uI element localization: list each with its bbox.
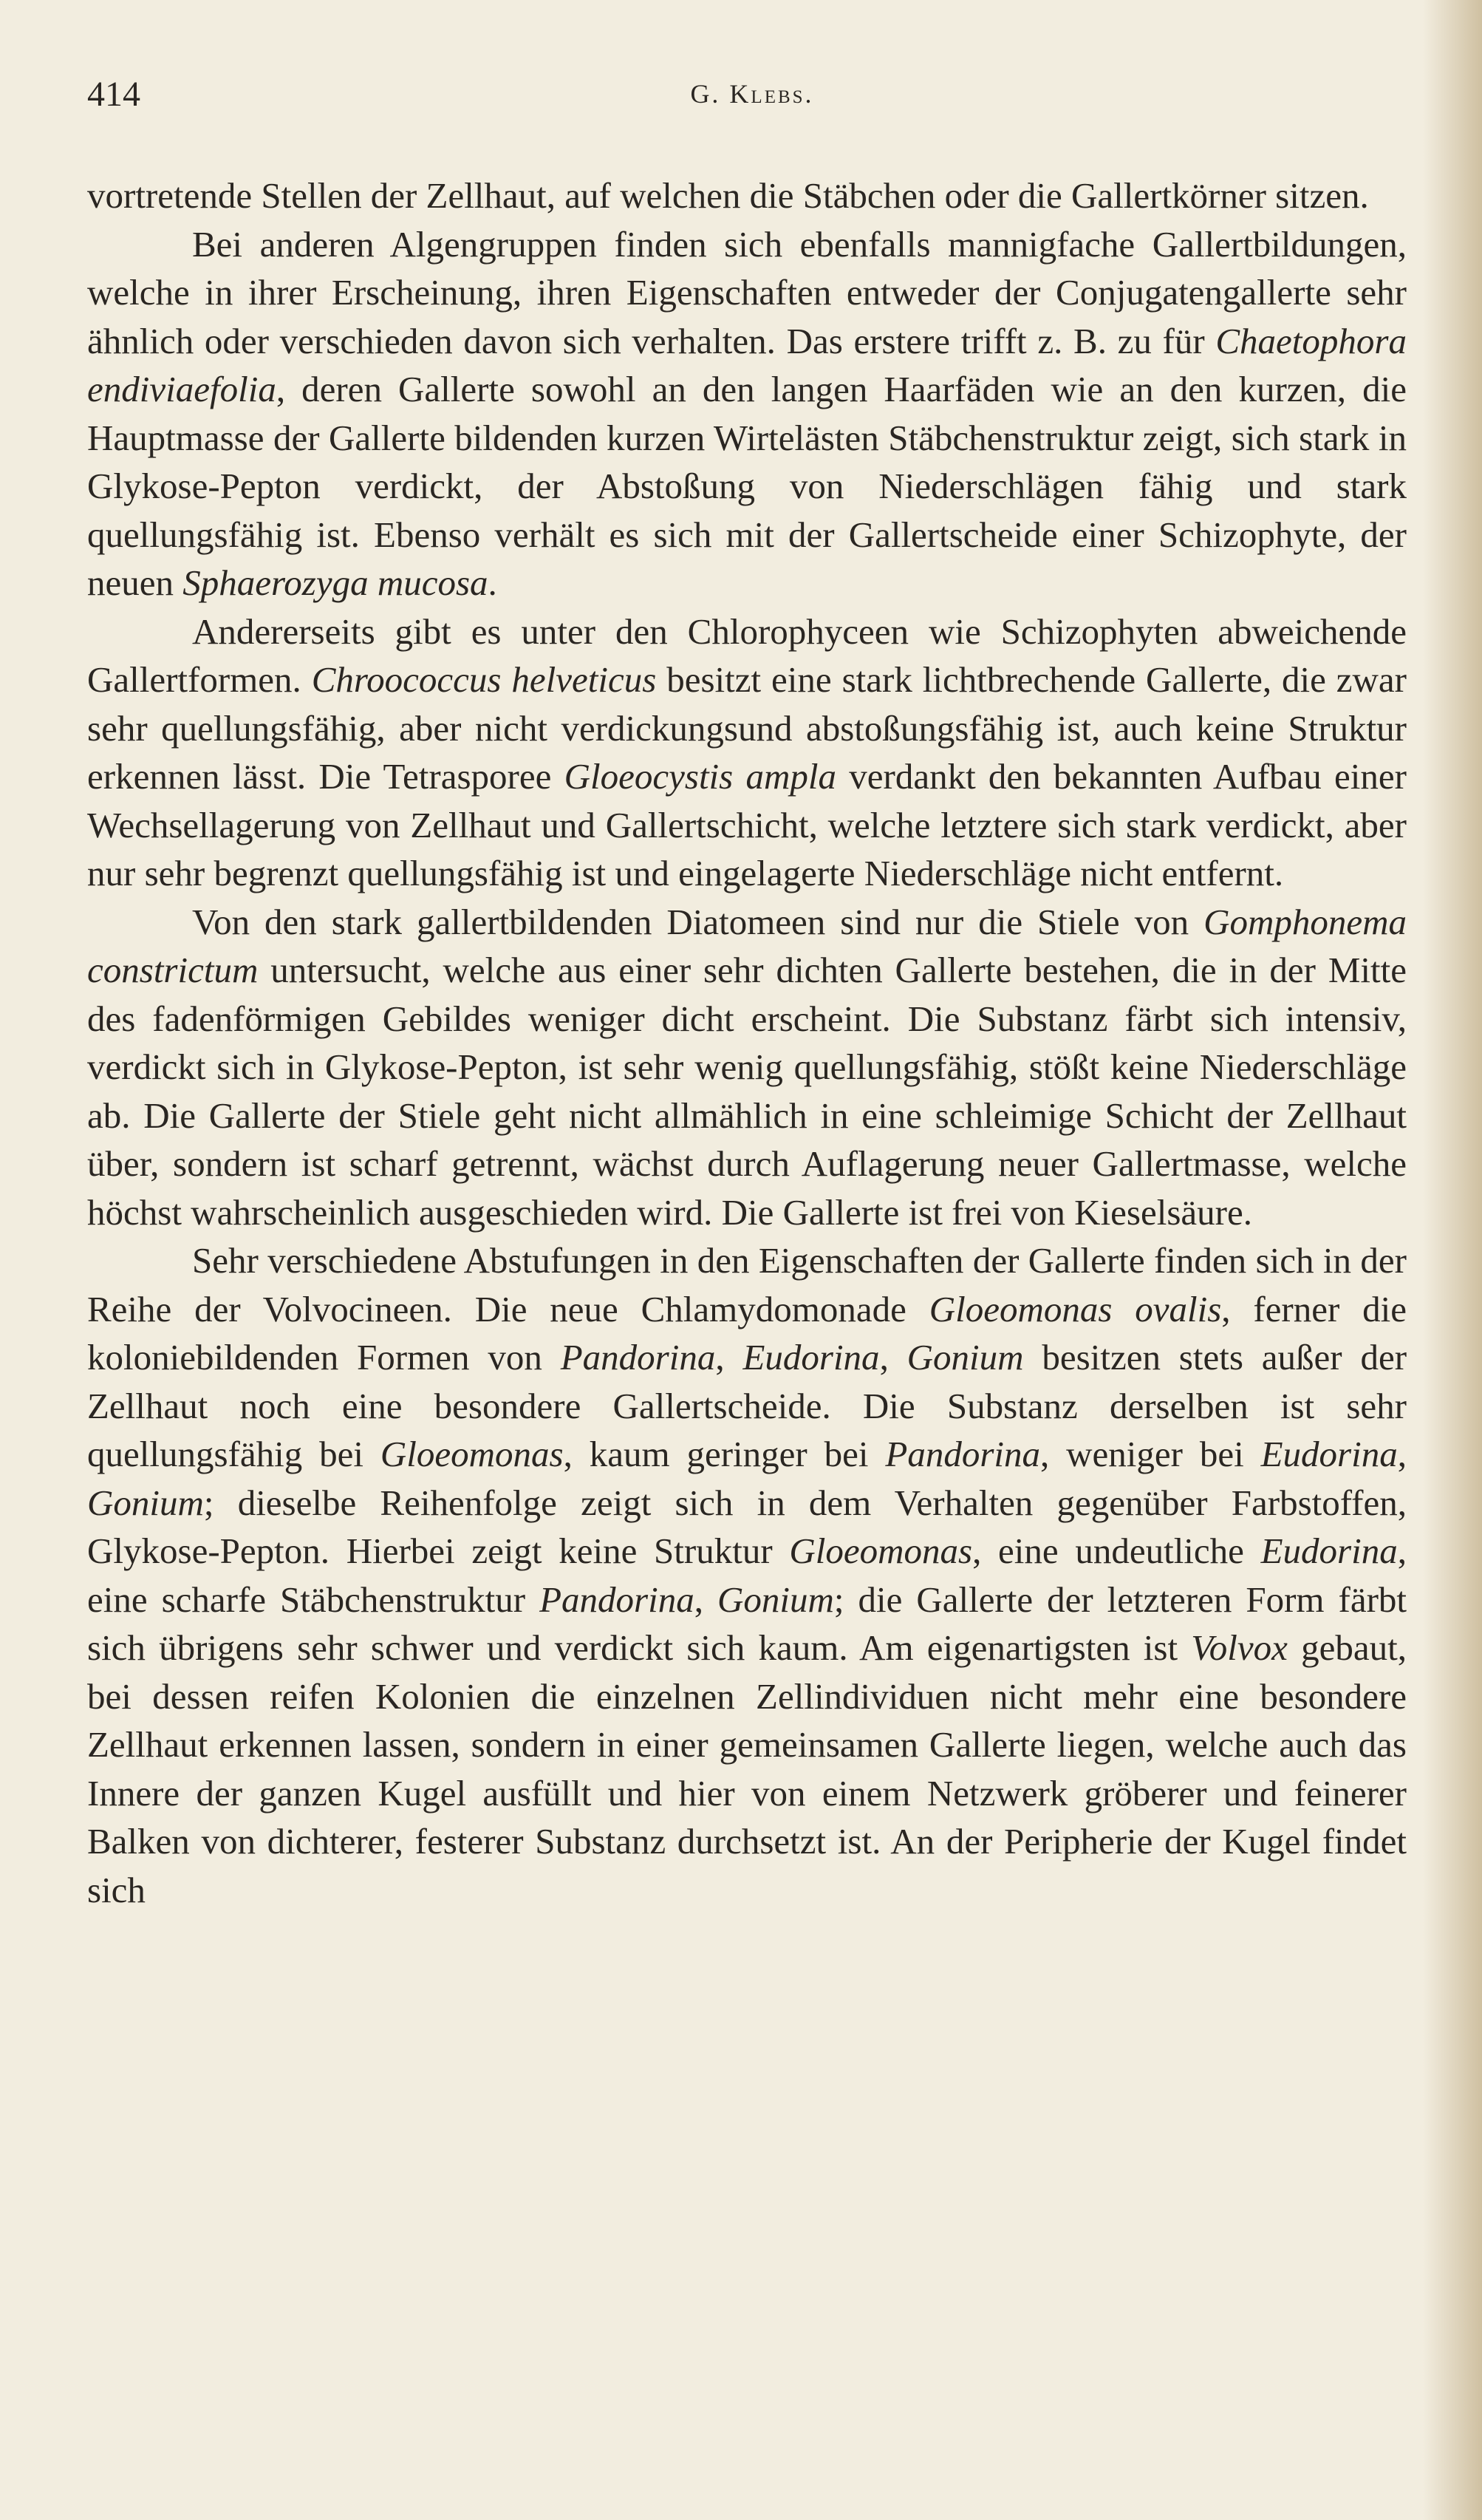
taxon-name: Volvox [1191,1627,1288,1668]
page-header [87,74,1417,126]
running-head: G. Klebs. [690,79,814,109]
text-segment: Andererseits gibt es unter den Chlorophyceen wie Schizophyten abweichende Gallertformen. [87,610,1407,700]
taxon-name: Gloeocystis ampla [564,756,836,797]
text-segment: , [694,1579,717,1620]
text-segment: ; die Gallerte der letzteren Form färbt sich übrigens sehr schwer und verdickt sich kaum. Am eigenartigsten ist [87,1579,1407,1668]
text-segment: ; dieselbe Reihenfolge zeigt sich in dem Verhalten gegenüber Farbstoffen, Glykose-Pepton. Hierbei zeigt keine Struktur [87,1482,1407,1571]
text-segment: . [488,562,497,603]
taxon-name: Pandorina [539,1579,694,1620]
text-segment: , kaum geringer bei [563,1434,886,1474]
taxon-name: Gomphonema constrictum [87,901,1407,990]
text-segment: gebaut, bei dessen reifen Kolonien die einzelnen Zellindividuen nicht mehr eine besondere Zellhaut erkennen lassen, sondern in einer gemeinsamen Gallerte liegen, welche auch das Innere der ganzen Kugel ausfüllt und hier von einem Netzwerk gröberer und feinerer Balken von dichterer, festerer Substanz durchsetzt ist. An der Peripherie der Kugel findet sich [87,1627,1407,1910]
taxon-name: Gloeomonas [380,1434,564,1474]
text-segment: , [879,1337,907,1378]
text-segment: , deren Gallerte sowohl an den langen Haarfäden wie an den kurzen, die Hauptmasse der Gallerte bildenden kurzen Wirtelästen Stäbchenstruktur zeigt, sich stark in Glykose-Pepton verdickt, der Abstoßung von Niederschlägen fähig und stark quellungsfähig ist. Ebenso verhält es sich mit der Gallertscheide einer Schizophyte, der neuen [87,369,1407,603]
text-segment: vortretende Stellen der Zellhaut, auf welchen die Stäbchen oder die Gallertkörner sitzen. [87,175,1369,216]
text-segment: besitzen stets außer der Zellhaut noch eine besondere Gallertscheide. Die Substanz derselben ist sehr quellungsfähig bei [87,1337,1407,1474]
text-segment: , ferner die koloniebildenden Formen von [87,1288,1407,1378]
page-gutter-shadow [1423,0,1482,2520]
paragraph-p3 [87,607,1407,898]
taxon-name: Eudorina [742,1337,880,1378]
taxon-name: Chroococcus helveticus [311,659,657,700]
text-segment: , [1397,1434,1407,1474]
paragraph-p5 [87,1236,1407,1914]
taxon-name: Eudorina [1260,1434,1398,1474]
text-segment: verdankt den bekannten Aufbau einer Wechsellagerung von Zellhaut und Gallertschicht, welche letztere sich stark verdickt, aber nur sehr begrenzt quellungsfähig ist und eingelagerte Niederschläge nicht entfernt. [87,756,1407,893]
text-segment: Von den stark gallertbildenden Diatomeen sind nur die Stiele von [192,901,1204,942]
paragraph-p4 [87,898,1407,1237]
taxon-name: Chaetophora endiviaefolia [87,320,1407,409]
taxon-name: Gonium [906,1337,1024,1378]
taxon-name: Pandorina [885,1434,1041,1474]
text-segment: , weniger bei [1040,1434,1261,1474]
text-segment: untersucht, welche aus einer sehr dichten Gallerte bestehen, die in der Mitte des fadenförmigen Gebildes weniger dicht erscheint. Die Substanz färbt sich intensiv, verdickt sich in Glykose-Pepton, ist sehr wenig quellungsfähig, stößt keine Niederschläge ab. Die Gallerte der Stiele geht nicht allmählich in eine schleimige Schicht der Zellhaut über, sondern ist scharf getrennt, wächst durch Auflagerung neuer Gallertmasse, welche höchst wahrscheinlich ausgeschieden wird. Die Gallerte ist frei von Kieselsäure. [87,950,1407,1233]
taxon-name: Sphaerozyga mucosa [182,562,488,603]
body-text [87,171,1407,1914]
paragraph-p1 [87,171,1407,220]
text-segment: , [715,1337,743,1378]
text-segment: , eine scharfe Stäbchenstruktur [87,1530,1407,1620]
text-segment: , eine undeutliche [972,1530,1261,1571]
taxon-name: Eudorina [1260,1530,1398,1571]
text-segment: Sehr verschiedene Abstufungen in den Eigenschaften der Gallerte finden sich in der Reihe der Volvocineen. Die neue Chlamydomonade [87,1240,1407,1329]
taxon-name: Gonium [717,1579,834,1620]
taxon-name: Pandorina [560,1337,716,1378]
paragraph-p2 [87,220,1407,607]
text-segment: Bei anderen Algengruppen finden sich ebenfalls mannigfache Gallertbildungen, welche in ihrer Erscheinung, ihren Eigenschaften entweder der Conjugatengallerte sehr ähnlich oder verschieden davon sich verhalten. Das erstere trifft z. B. zu für [87,223,1407,361]
page-number: 414 [87,75,140,114]
text-segment: besitzt eine stark lichtbrechende Gallerte, die zwar sehr quellungsfähig, aber nicht verdickungsund abstoßungsfähig ist, auch keine Struktur erkennen lässt. Die Tetrasporee [87,659,1407,797]
taxon-name: Gloeomonas [789,1530,973,1571]
taxon-name: Gloeomonas ovalis [929,1288,1222,1329]
taxon-name: Gonium [87,1482,204,1523]
